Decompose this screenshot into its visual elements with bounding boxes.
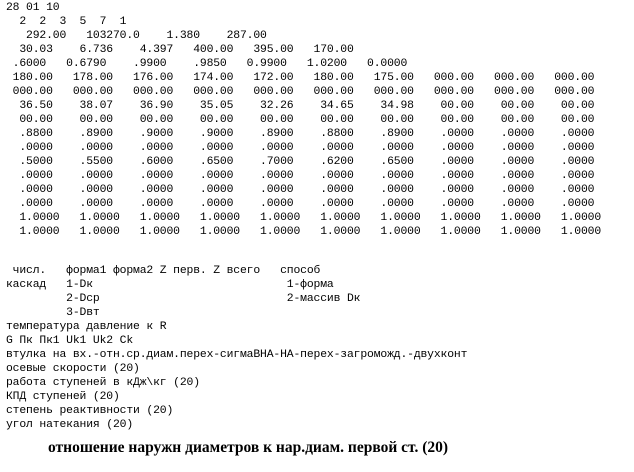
data-line-incidence-2: .0000 .0000 .0000 .0000 .0000 .0000 .0000 .0000 .0000 .0000 — [6, 198, 595, 210]
data-line-diameter-ratio: 1.0000 1.0000 1.0000 1.0000 1.0000 1.0000 1.0000 1.0000 1.0000 1.0000 — [6, 212, 602, 224]
data-line-counts: 2 2 3 5 7 1 — [6, 16, 127, 28]
data-line-stage-work-2: 00.00 00.00 00.00 00.00 00.00 00.00 00.00 00.00 00.00 00.00 — [6, 114, 595, 126]
legend-cascade-line: каскад 1-Dк 1-форма — [6, 279, 334, 291]
legend-temperature-line: температура давление к R — [6, 321, 167, 333]
data-line-efficiency-2: .0000 .0000 .0000 .0000 .0000 .0000 .0000 .0000 .0000 .0000 — [6, 142, 595, 154]
legend-dsr-line: 2-Dср 2-массив Dк — [6, 293, 361, 305]
legend-efficiency-line: КПД ступеней (20) — [6, 391, 120, 403]
legend-axial-velocity-line: осевые скорости (20) — [6, 363, 140, 375]
legend-stage-work-line: работа ступеней в кДж\кг (20) — [6, 377, 200, 389]
data-line-g-pk: 292.00 103270.0 1.380 287.00 — [6, 30, 267, 42]
data-line-reactivity-2: .0000 .0000 .0000 .0000 .0000 .0000 .0000 .0000 .0000 .0000 — [6, 170, 595, 182]
data-line-efficiency: .8800 .8900 .9000 .9000 .8900 .8800 .8900 .0000 .0000 .0000 — [6, 128, 595, 140]
legend-incidence-line: угол натекания (20) — [6, 419, 134, 431]
legend-dvt-line: 3-Dвт — [6, 307, 100, 319]
diameter-ratio-caption: отношение наружн диаметров к нар.диам. первой ст. (20) — [48, 439, 449, 456]
data-line-diameter-ratio-2: 1.0000 1.0000 1.0000 1.0000 1.0000 1.0000 1.0000 1.0000 1.0000 1.0000 — [6, 226, 602, 238]
data-line-hub: .6000 0.6790 .9900 .9850 0.9900 1.0200 0.0000 — [6, 58, 408, 70]
numeric-data-block — [6, 1, 601, 239]
data-line-stage-work: 36.50 38.07 36.90 35.05 32.26 34.65 34.98 00.00 00.00 00.00 — [6, 100, 595, 112]
legend-g-pk-line: G Пк Пк1 Uk1 Uk2 Ck — [6, 335, 134, 347]
data-line-axial-velocity: 180.00 178.00 176.00 174.00 172.00 180.00 175.00 000.00 000.00 000.00 — [6, 72, 595, 84]
data-line-header: 28 01 10 — [6, 2, 60, 14]
legend-reactivity-line: степень реактивности (20) — [6, 405, 174, 417]
legend-columns-header: числ. форма1 форма2 Z перв. Z всего способ — [6, 265, 321, 277]
data-line-temperature: 30.03 6.736 4.397 400.00 395.00 170.00 — [6, 44, 354, 56]
data-line-reactivity: .5000 .5500 .6000 .6500 .7000 .6200 .6500 .0000 .0000 .0000 — [6, 156, 595, 168]
data-line-incidence: .0000 .0000 .0000 .0000 .0000 .0000 .0000 .0000 .0000 .0000 — [6, 184, 595, 196]
legend-hub-line: втулка на вх.-отн.ср.диам.перех-сигмаВНА-НА-перех-загроможд.-двухконт — [6, 349, 468, 361]
data-line-axial-velocity-2: 000.00 000.00 000.00 000.00 000.00 000.00 000.00 000.00 000.00 000.00 — [6, 86, 595, 98]
legend-block — [6, 264, 467, 432]
